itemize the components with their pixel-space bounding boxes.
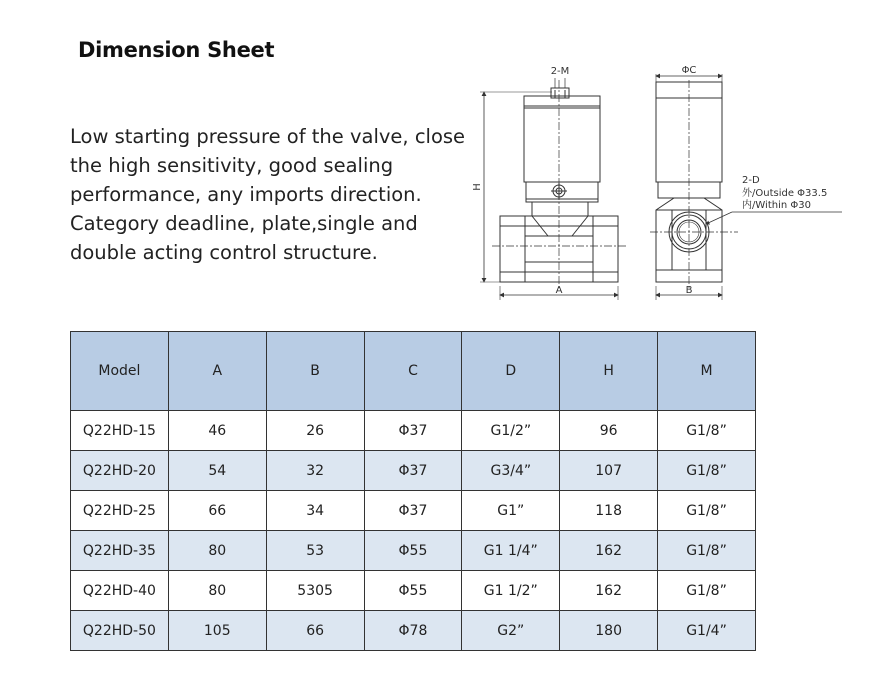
cell-a: 80 <box>168 531 266 571</box>
cell-model: Q22HD-35 <box>71 531 169 571</box>
cell-h: 107 <box>560 451 658 491</box>
cell-m: G1/8” <box>658 491 756 531</box>
cell-d: G1” <box>462 491 560 531</box>
cell-c: Φ37 <box>364 451 462 491</box>
cell-model: Q22HD-15 <box>71 411 169 451</box>
cell-a: 54 <box>168 451 266 491</box>
cell-a: 66 <box>168 491 266 531</box>
table-row <box>71 571 756 611</box>
cell-b: 32 <box>266 451 364 491</box>
cell-h: 180 <box>560 611 658 651</box>
page-title: Dimension Sheet <box>78 38 275 62</box>
cell-c: Φ37 <box>364 411 462 451</box>
label-within: 内/Within Φ30 <box>742 200 811 211</box>
cell-a: 46 <box>168 411 266 451</box>
valve-front-view <box>480 78 626 300</box>
description-line: Low starting pressure of the valve, close <box>70 125 466 148</box>
cell-d: G1 1/4” <box>462 531 560 571</box>
cell-m: G1/4” <box>658 611 756 651</box>
description-line: Category deadline, plate,single and <box>70 212 418 235</box>
table-header-row <box>71 332 756 411</box>
table-row <box>71 611 756 651</box>
cell-a: 105 <box>168 611 266 651</box>
cell-b: 53 <box>266 531 364 571</box>
cell-h: 162 <box>560 531 658 571</box>
cell-d: G2” <box>462 611 560 651</box>
header-d: D <box>462 332 560 411</box>
cell-b: 66 <box>266 611 364 651</box>
label-2m: 2-M <box>550 66 570 77</box>
description-line: performance, any imports direction. <box>70 183 422 206</box>
table-row <box>71 531 756 571</box>
valve-dimension-drawing <box>462 60 852 305</box>
cell-b: 5305 <box>266 571 364 611</box>
cell-a: 80 <box>168 571 266 611</box>
description-line: the high sensitivity, good sealing <box>70 154 394 177</box>
label-h: H <box>472 183 483 191</box>
table-row <box>71 411 756 451</box>
cell-b: 34 <box>266 491 364 531</box>
cell-model: Q22HD-40 <box>71 571 169 611</box>
label-c: ΦC <box>681 65 697 76</box>
cell-c: Φ55 <box>364 531 462 571</box>
header-c: C <box>364 332 462 411</box>
table-row <box>71 491 756 531</box>
cell-d: G1 1/2” <box>462 571 560 611</box>
header-m: M <box>658 332 756 411</box>
cell-h: 96 <box>560 411 658 451</box>
label-2d: 2-D <box>742 175 760 186</box>
label-b: B <box>685 285 693 296</box>
header-h: H <box>560 332 658 411</box>
header-a: A <box>168 332 266 411</box>
cell-c: Φ55 <box>364 571 462 611</box>
cell-d: G1/2” <box>462 411 560 451</box>
cell-m: G1/8” <box>658 571 756 611</box>
product-description <box>70 122 470 267</box>
header-b: B <box>266 332 364 411</box>
cell-m: G1/8” <box>658 531 756 571</box>
cell-d: G3/4” <box>462 451 560 491</box>
cell-c: Φ37 <box>364 491 462 531</box>
cell-b: 26 <box>266 411 364 451</box>
cell-h: 118 <box>560 491 658 531</box>
valve-side-view <box>650 74 842 300</box>
dimension-table <box>70 331 756 651</box>
cell-model: Q22HD-20 <box>71 451 169 491</box>
cell-m: G1/8” <box>658 411 756 451</box>
label-outside: 外/Outside Φ33.5 <box>742 188 828 199</box>
cell-model: Q22HD-50 <box>71 611 169 651</box>
cell-m: G1/8” <box>658 451 756 491</box>
cell-c: Φ78 <box>364 611 462 651</box>
label-a: A <box>555 285 563 296</box>
cell-h: 162 <box>560 571 658 611</box>
table-row <box>71 451 756 491</box>
header-model: Model <box>71 332 169 411</box>
description-line: double acting control structure. <box>70 241 378 264</box>
cell-model: Q22HD-25 <box>71 491 169 531</box>
